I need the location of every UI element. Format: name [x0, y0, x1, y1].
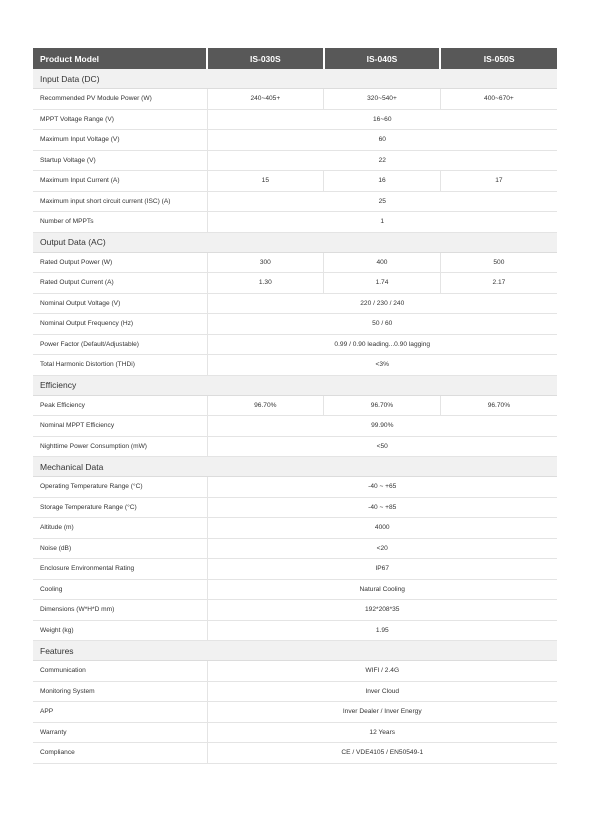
table-row: [33, 702, 557, 723]
row-value: CE / VDE4105 / EN50549-1: [207, 743, 557, 764]
row-label: MPPT Voltage Range (V): [33, 109, 207, 130]
row-value: Inver Dealer / Inver Energy: [207, 702, 557, 723]
row-label: Nominal Output Voltage (V): [33, 293, 207, 314]
row-value: <20: [207, 538, 557, 559]
row-label: Noise (dB): [33, 538, 207, 559]
row-label: Altitude (m): [33, 518, 207, 539]
row-label: Power Factor (Default/Adjustable): [33, 334, 207, 355]
table-row: [33, 559, 557, 580]
table-header-row: [33, 48, 557, 69]
row-label: Total Harmonic Distortion (THDi): [33, 355, 207, 376]
row-label: Nominal Output Frequency (Hz): [33, 314, 207, 335]
spec-table: [33, 48, 557, 764]
row-value: 1.95: [207, 620, 557, 641]
row-label: Storage Temperature Range (°C): [33, 497, 207, 518]
row-label: Dimensions (W*H*D mm): [33, 600, 207, 621]
table-row: [33, 497, 557, 518]
table-row: [33, 89, 557, 110]
table-row: [33, 600, 557, 621]
row-value: 1.74: [324, 273, 441, 294]
row-value: IP67: [207, 559, 557, 580]
row-value: 500: [440, 252, 557, 273]
section-header: [33, 69, 557, 89]
table-row: [33, 538, 557, 559]
table-row: [33, 579, 557, 600]
section-title: Input Data (DC): [33, 69, 557, 89]
table-row: [33, 130, 557, 151]
row-value: 16~60: [207, 109, 557, 130]
row-label: Monitoring System: [33, 681, 207, 702]
row-value: 1: [207, 212, 557, 233]
table-row: [33, 661, 557, 682]
row-value: 0.99 / 0.90 leading...0.90 lagging: [207, 334, 557, 355]
row-value: 400: [324, 252, 441, 273]
row-value: 96.70%: [440, 395, 557, 416]
table-row: [33, 518, 557, 539]
row-value: 12 Years: [207, 722, 557, 743]
row-label: Communication: [33, 661, 207, 682]
row-value: 60: [207, 130, 557, 151]
row-value: Inver Cloud: [207, 681, 557, 702]
row-value: 16: [324, 171, 441, 192]
table-row: [33, 171, 557, 192]
row-label: Number of MPPTs: [33, 212, 207, 233]
row-label: Maximum Input Current (A): [33, 171, 207, 192]
row-label: Nominal MPPT Efficiency: [33, 416, 207, 437]
row-value: -40 ~ +85: [207, 497, 557, 518]
section-header: [33, 457, 557, 477]
table-row: [33, 191, 557, 212]
table-row: [33, 395, 557, 416]
row-value: 96.70%: [207, 395, 324, 416]
header-model-2: IS-040S: [324, 48, 441, 69]
row-value: <3%: [207, 355, 557, 376]
table-row: [33, 150, 557, 171]
row-label: Operating Temperature Range (°C): [33, 477, 207, 498]
table-row: [33, 477, 557, 498]
section-header: [33, 375, 557, 395]
row-value: 99.90%: [207, 416, 557, 437]
table-body: [33, 69, 557, 763]
header-product-model: Product Model: [33, 48, 207, 69]
section-title: Output Data (AC): [33, 232, 557, 252]
row-value: 15: [207, 171, 324, 192]
row-value: 17: [440, 171, 557, 192]
section-title: Mechanical Data: [33, 457, 557, 477]
header-model-1: IS-030S: [207, 48, 324, 69]
table-row: [33, 436, 557, 457]
row-label: Maximum Input Voltage (V): [33, 130, 207, 151]
table-row: [33, 722, 557, 743]
row-value: 220 / 230 / 240: [207, 293, 557, 314]
row-label: Cooling: [33, 579, 207, 600]
row-label: Compliance: [33, 743, 207, 764]
row-label: Startup Voltage (V): [33, 150, 207, 171]
header-model-3: IS-050S: [440, 48, 557, 69]
table-row: [33, 681, 557, 702]
row-value: 400~670+: [440, 89, 557, 110]
row-value: 1.30: [207, 273, 324, 294]
table-row: [33, 620, 557, 641]
table-row: [33, 109, 557, 130]
row-label: Recommended PV Module Power (W): [33, 89, 207, 110]
row-value: WIFI / 2.4G: [207, 661, 557, 682]
row-label: Nighttime Power Consumption (mW): [33, 436, 207, 457]
row-label: Peak Efficiency: [33, 395, 207, 416]
row-value: 192*208*35: [207, 600, 557, 621]
section-title: Efficiency: [33, 375, 557, 395]
row-label: Rated Output Current (A): [33, 273, 207, 294]
row-label: Enclosure Environmental Rating: [33, 559, 207, 580]
row-label: Rated Output Power (W): [33, 252, 207, 273]
table-row: [33, 212, 557, 233]
table-row: [33, 416, 557, 437]
row-value: 96.70%: [324, 395, 441, 416]
row-value: 300: [207, 252, 324, 273]
row-label: APP: [33, 702, 207, 723]
row-value: -40 ~ +65: [207, 477, 557, 498]
row-label: Maximum input short circuit current (ISC) (A): [33, 191, 207, 212]
table-row: [33, 355, 557, 376]
row-label: Weight (kg): [33, 620, 207, 641]
table-row: [33, 293, 557, 314]
row-value: 22: [207, 150, 557, 171]
row-value: 4000: [207, 518, 557, 539]
row-value: <50: [207, 436, 557, 457]
row-value: 25: [207, 191, 557, 212]
row-value: 50 / 60: [207, 314, 557, 335]
table-row: [33, 334, 557, 355]
row-label: Warranty: [33, 722, 207, 743]
section-header: [33, 232, 557, 252]
section-header: [33, 641, 557, 661]
section-title: Features: [33, 641, 557, 661]
row-value: 240~405+: [207, 89, 324, 110]
table-row: [33, 314, 557, 335]
row-value: Natural Cooling: [207, 579, 557, 600]
row-value: 320~540+: [324, 89, 441, 110]
row-value: 2.17: [440, 273, 557, 294]
table-row: [33, 273, 557, 294]
table-row: [33, 252, 557, 273]
table-row: [33, 743, 557, 764]
